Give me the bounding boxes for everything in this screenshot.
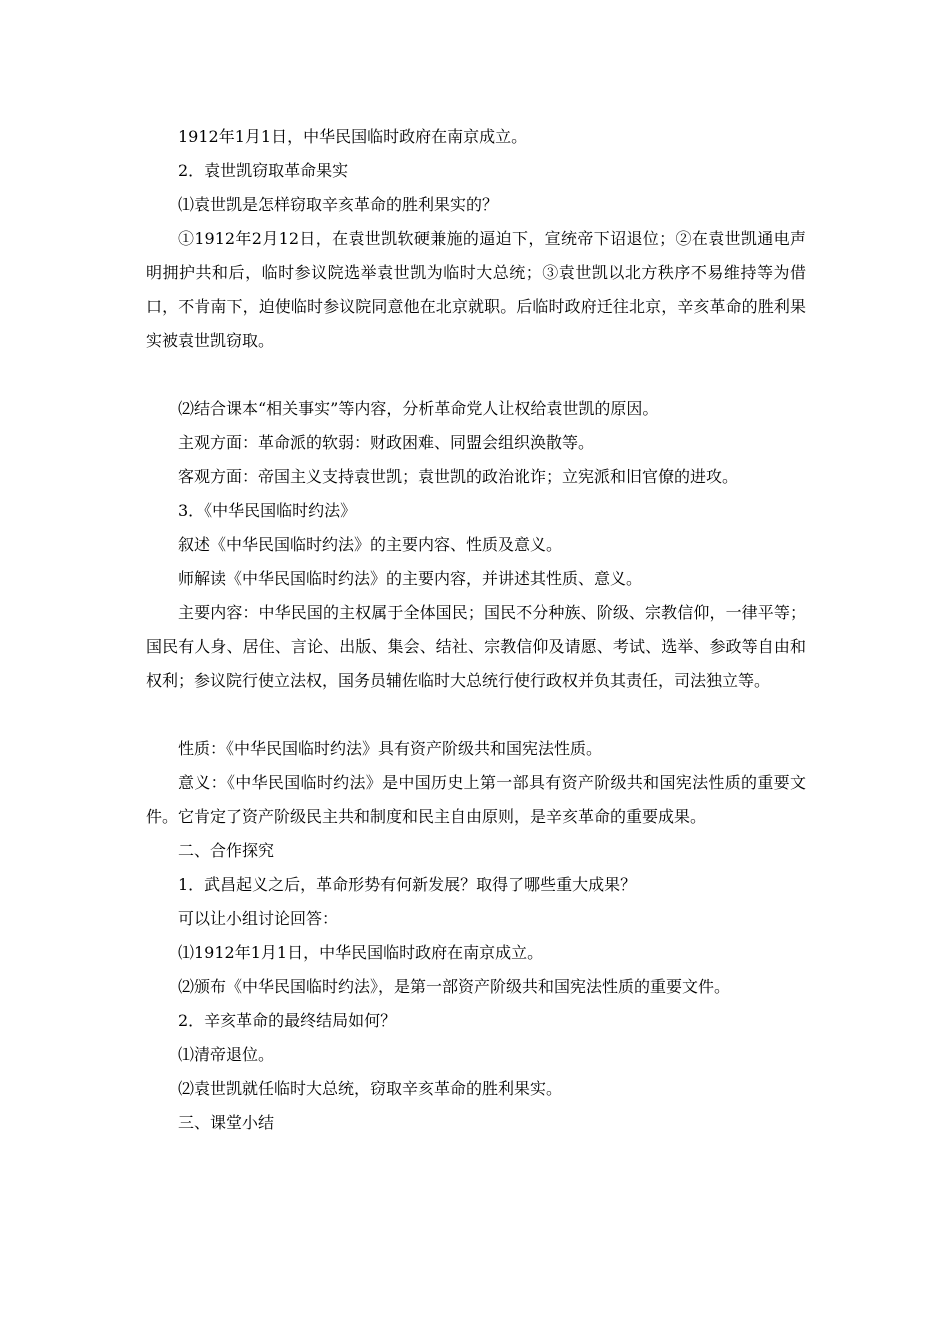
- section-heading: 三、课堂小结: [178, 1113, 275, 1132]
- document-body: [146, 120, 806, 1140]
- text-line: 可以让小组讨论回答：: [178, 909, 339, 928]
- paragraph: 主要内容：中华民国的主权属于全体国民；国民不分种族、阶级、宗教信仰，一律平等；国民有人身、居住、言论、出版、集会、结社、宗教信仰及请愿、考试、选举、参政等自由和权利；参议院行使立法权，国务员辅佐临时大总统行使行政权并负其责任，司法独立等。: [146, 603, 806, 690]
- text-line: 主观方面：革命派的软弱：财政困难、同盟会组织涣散等。: [178, 433, 595, 452]
- text-line: 性质：《中华民国临时约法》具有资产阶级共和国宪法性质。: [178, 739, 603, 758]
- text-line: ⑵袁世凯就任临时大总统，窃取辛亥革命的胜利果实。: [178, 1079, 563, 1098]
- text-line: ⑴1912年1月1日，中华民国临时政府在南京成立。: [178, 943, 544, 962]
- text-line: 1912年1月1日，中华民国临时政府在南京成立。: [178, 127, 528, 146]
- section-heading: 2．袁世凯窃取革命果实: [178, 161, 349, 180]
- question-line: 1．武昌起义之后，革命形势有何新发展？取得了哪些重大成果？: [178, 875, 637, 894]
- text-line: ⑵颁布《中华民国临时约法》，是第一部资产阶级共和国宪法性质的重要文件。: [178, 977, 731, 996]
- text-line: 叙述《中华民国临时约法》的主要内容、性质及意义。: [178, 535, 563, 554]
- question-line: ⑴袁世凯是怎样窃取辛亥革命的胜利果实的？: [178, 195, 499, 214]
- text-line: ⑴清帝退位。: [178, 1045, 275, 1064]
- paragraph: ①1912年2月12日，在袁世凯软硬兼施的逼迫下，宣统帝下诏退位；②在袁世凯通电声明拥护共和后，临时参议院选举袁世凯为临时大总统；③袁世凯以北方秩序不易维持等为借口，不肯南下，迫使临时参议院同意他在北京就职。后临时政府迁往北京，辛亥革命的胜利果实被袁世凯窃取。: [146, 229, 806, 350]
- question-line: ⑵结合课本“相关事实”等内容，分析革命党人让权给袁世凯的原因。: [178, 399, 659, 418]
- text-line: 师解读《中华民国临时约法》的主要内容，并讲述其性质、意义。: [178, 569, 643, 588]
- question-line: 2．辛亥革命的最终结局如何？: [178, 1011, 397, 1030]
- paragraph: 意义：《中华民国临时约法》是中国历史上第一部具有资产阶级共和国宪法性质的重要文件。它肯定了资产阶级民主共和制度和民主自由原则，是辛亥革命的重要成果。: [146, 773, 806, 826]
- section-heading: 3．《中华民国临时约法》: [178, 501, 357, 520]
- section-heading: 二、合作探究: [178, 841, 275, 860]
- text-line: 客观方面：帝国主义支持袁世凯；袁世凯的政治讹诈；立宪派和旧官僚的进攻。: [178, 467, 739, 486]
